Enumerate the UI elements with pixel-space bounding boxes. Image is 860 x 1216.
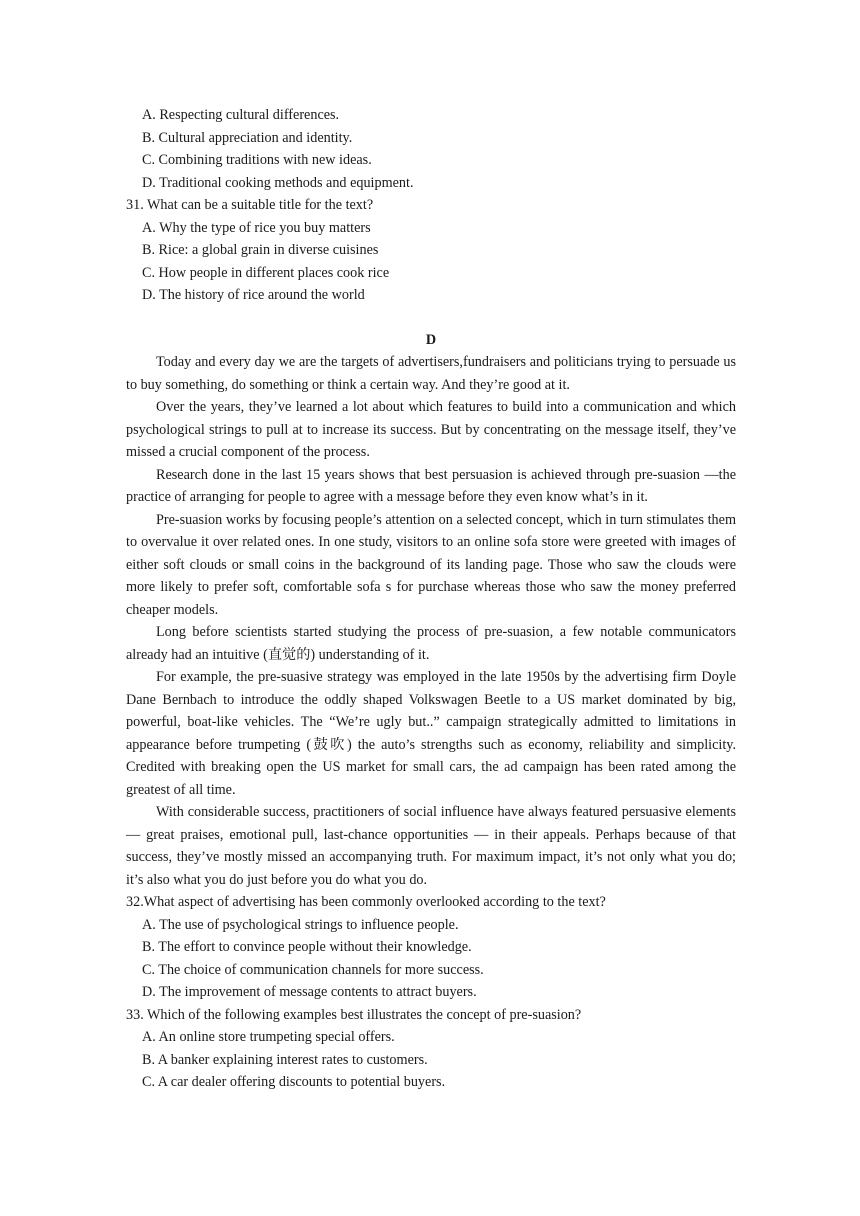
section-heading: D	[425, 331, 437, 348]
q30-option-a: A. Respecting cultural differences.	[142, 107, 340, 123]
q33-stem: 33. Which of the following examples best illustrates the concept of pre-suasion?	[126, 1006, 582, 1023]
question-32	[126, 891, 736, 1004]
passage-paragraph-2: Over the years, they’ve learned a lot about which features to build into a communication and which psychological strings to pull at to increase its success. But by concentrating on the message itself, they’ve missed a crucial component of the process.	[126, 399, 736, 460]
passage-paragraph-4: Pre-suasion works by focusing people’s attention on a selected concept, which in turn stimulates them to overvalue it over related ones. In one study, visitors to an online sofa store were greeted with images of either soft clouds or small coins in the background of its landing page. Those who saw the clouds were more likely to prefer soft, comfortable sofa s for purchase whereas those who saw the money preferred cheaper models.	[126, 511, 736, 618]
q30-options	[126, 104, 736, 194]
passage-d	[126, 351, 736, 891]
q30-option-b: B. Cultural appreciation and identity.	[142, 129, 353, 146]
q32-option-a: A. The use of psychological strings to influence people.	[142, 916, 459, 933]
q33-option-a: A. An online store trumpeting special offers.	[142, 1029, 395, 1045]
q31-option-d: D. The history of rice around the world	[142, 287, 365, 303]
passage-paragraph-3: Research done in the last 15 years shows that best persuasion is achieved through pre-suasion —the practice of arranging for people to agree with a message before they even know what’s in it.	[126, 466, 736, 505]
section-gap	[126, 307, 736, 329]
passage-paragraph-6: For example, the pre-suasive strategy was employed in the late 1950s by the advertising firm Doyle Dane Bernbach to introduce the oddly shaped Volkswagen Beetle to a US market dominated by big, powerful, boat-like vehicles. The “We’re ugly but..” campaign strategically admitted to limitations in appearance before trumpeting (鼓吹) the auto’s strengths such as economy, reliability and simplicity. Credited with breaking open the US market for small cars, the ad campaign has been rated among the greatest of all time.	[126, 669, 736, 798]
q32-stem: 32.What aspect of advertising has been commonly overlooked according to the text?	[126, 894, 606, 910]
q33-option-c: C. A car dealer offering discounts to potential buyers.	[142, 1074, 446, 1090]
q31-option-a: A. Why the type of rice you buy matters	[142, 219, 371, 236]
q32-option-c: C. The choice of communication channels for more success.	[142, 961, 484, 978]
q30-option-c: C. Combining traditions with new ideas.	[142, 152, 372, 168]
passage-paragraph-5: Long before scientists started studying the process of pre-suasion, a few notable communicators already had an intuitive (直觉的) understanding of it.	[126, 624, 736, 663]
passage-paragraph-1: Today and every day we are the targets of advertisers,fundraisers and politicians trying to persuade us to buy something, do something or think a certain way. And they’re good at it.	[126, 354, 736, 393]
q33-option-b: B. A banker explaining interest rates to customers.	[142, 1051, 428, 1068]
passage-paragraph-7: With considerable success, practitioners of social influence have always featured persuasive elements — great praises, emotional pull, last-chance opportunities — in their appeals. Perhaps because of that success, they’ve mostly missed an accompanying truth. For maximum impact, it’s not only what you do; it’s also what you do just before you do what you do.	[126, 804, 736, 888]
q32-option-b: B. The effort to convince people without their knowledge.	[142, 939, 472, 955]
q32-option-d: D. The improvement of message contents to attract buyers.	[142, 984, 477, 1000]
question-31	[126, 194, 736, 307]
q30-option-d: D. Traditional cooking methods and equipment.	[142, 174, 414, 191]
document-page	[126, 104, 736, 1094]
question-33	[126, 1004, 736, 1094]
q31-option-b: B. Rice: a global grain in diverse cuisines	[142, 242, 379, 258]
q31-option-c: C. How people in different places cook rice	[142, 264, 390, 281]
q31-stem: 31. What can be a suitable title for the text?	[126, 197, 374, 213]
